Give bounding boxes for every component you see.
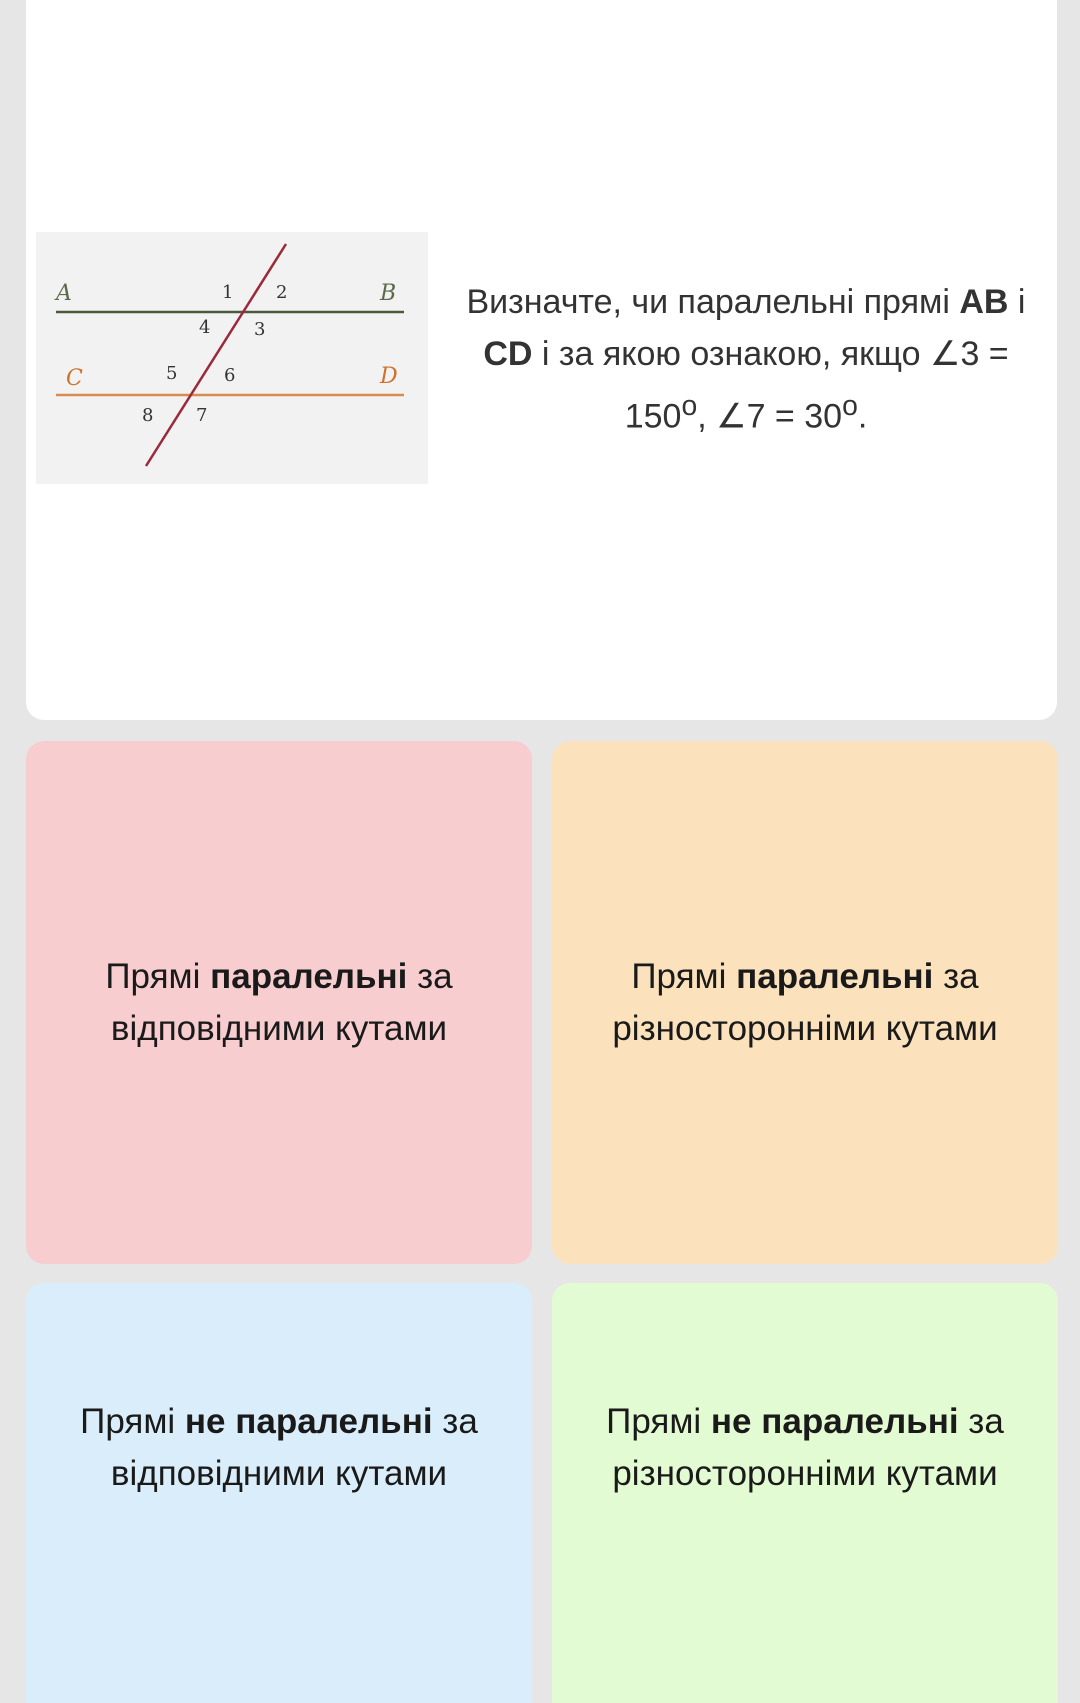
geometry-figure	[36, 232, 428, 484]
answer-option-4[interactable]	[552, 1283, 1058, 1703]
angle-label-8: 8	[142, 405, 154, 426]
answer-option-1[interactable]	[26, 741, 532, 1264]
parallel-lines-diagram	[36, 232, 428, 484]
answer-2-suffix: за різносторонніми кутами	[612, 956, 998, 1048]
answer-option-2[interactable]	[552, 741, 1058, 1264]
question-part-4: , ∠7 = 30	[697, 397, 843, 436]
answer-2-prefix: Прямі	[631, 956, 737, 996]
question-part-1: Визначте, чи паралельні прямі	[466, 283, 960, 321]
angle-label-5: 5	[166, 363, 178, 384]
angle-label-7: 7	[196, 405, 208, 426]
degree-mark-1: o	[681, 390, 698, 422]
line-ab-name: AB	[959, 283, 1009, 321]
label-c: C	[66, 366, 83, 391]
question-part-3: і за якою ознакою, якщо ∠3 = 150	[532, 335, 1009, 436]
answer-option-1-text	[56, 951, 502, 1055]
angle-label-6: 6	[224, 365, 236, 386]
question-part-5: .	[857, 397, 868, 436]
label-a: A	[56, 281, 72, 306]
answer-3-bold: не паралельні	[184, 1402, 433, 1441]
angle-label-3: 3	[254, 319, 266, 340]
angle-label-2: 2	[276, 282, 288, 303]
angle-label-1: 1	[222, 282, 234, 303]
angle-label-4: 4	[199, 317, 211, 338]
answer-1-suffix: за відповідними кутами	[110, 956, 453, 1048]
transversal-line	[146, 244, 286, 466]
answer-3-suffix: за відповідними кутами	[110, 1402, 478, 1493]
question-part-2: і	[1008, 283, 1026, 321]
answer-1-bold: паралельні	[210, 956, 408, 996]
question-card	[26, 0, 1057, 720]
answer-option-2-text	[582, 951, 1028, 1055]
line-cd-name: CD	[483, 335, 533, 373]
answer-1-prefix: Прямі	[105, 956, 211, 996]
question-text	[446, 276, 1046, 442]
answer-option-3[interactable]	[26, 1283, 532, 1703]
answer-option-4-text	[582, 1396, 1028, 1500]
answer-3-prefix: Прямі	[80, 1402, 185, 1441]
label-b: B	[380, 281, 397, 306]
answer-4-suffix: за різносторонніми кутами	[612, 1402, 1004, 1493]
answer-4-bold: не паралельні	[710, 1402, 959, 1441]
answer-2-bold: паралельні	[736, 956, 934, 996]
label-d: D	[380, 364, 398, 389]
degree-mark-2: o	[842, 390, 858, 422]
answer-4-prefix: Прямі	[606, 1402, 711, 1441]
answer-option-3-text	[56, 1396, 502, 1500]
